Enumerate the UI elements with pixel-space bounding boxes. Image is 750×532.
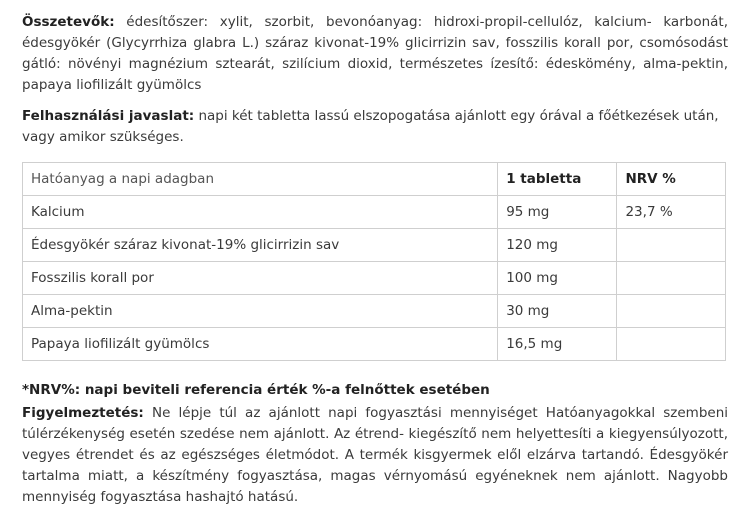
nutrition-table	[22, 162, 726, 361]
table-cell	[617, 229, 726, 262]
nrv-footnote: *NRV%: napi beviteli referencia érték %-a felnőttek esetében	[22, 382, 490, 398]
table-cell: 30 mg	[498, 295, 617, 328]
ingredients-paragraph	[22, 12, 728, 96]
table-header-row	[23, 163, 726, 196]
ingredients-text: édesítőszer: xylit, szorbit, bevonóanyag: hidroxi-propil-cellulóz, kalcium- karbonát, édesgyökér (Glycyrrhiza glabra L.) száraz kivonat-19% glicirrizin sav, fosszilis korall por, csomósodást gátló: növényi magnézium sztearát, szilícium dioxid, természetes ízesítő: édeskömény, alma-pektin, papaya liofilizált gyümölcs	[22, 14, 728, 93]
table-row	[23, 196, 726, 229]
table-header-cell: Hatóanyag a napi adagban	[23, 163, 498, 196]
table-cell: Papaya liofilizált gyümölcs	[23, 328, 498, 361]
usage-text: napi két tabletta lassú elszopogatása ajánlott egy órával a főétkezések után, vagy amikor szükséges.	[22, 108, 719, 145]
ingredients-label: Összetevők:	[22, 14, 115, 30]
warning-label: Figyelmeztetés:	[22, 405, 144, 421]
table-cell: 23,7 %	[617, 196, 726, 229]
table-cell: 120 mg	[498, 229, 617, 262]
table-cell	[617, 295, 726, 328]
table-cell: Kalcium	[23, 196, 498, 229]
table-cell: 16,5 mg	[498, 328, 617, 361]
table-cell	[617, 328, 726, 361]
table-header-cell: 1 tabletta	[498, 163, 617, 196]
usage-label: Felhasználási javaslat:	[22, 108, 195, 124]
table-cell: 100 mg	[498, 262, 617, 295]
warning-text: Ne lépje túl az ajánlott napi fogyasztási mennyiséget Hatóanyagokkal szembeni túlérzékenység esetén szedése nem ajánlott. Az étrend- kiegészítő nem helyettesíti a kiegyensúlyozott, vegyes étrendet és az egészséges életmódot. A termék kisgyermek elől elzárva tartandó. Édesgyökér tartalma miatt, a készítmény fogyasztása, magas vérnyomású egyéneknek nem ajánlott. Nagyobb mennyiség fogyasztása hashajtó hatású.	[22, 405, 728, 505]
table-row	[23, 262, 726, 295]
table-cell: Fosszilis korall por	[23, 262, 498, 295]
table-row	[23, 229, 726, 262]
table-cell	[617, 262, 726, 295]
table-row	[23, 328, 726, 361]
table-cell: 95 mg	[498, 196, 617, 229]
warning-paragraph	[22, 403, 728, 508]
table-cell: Alma-pektin	[23, 295, 498, 328]
table-cell: Édesgyökér száraz kivonat-19% glicirrizin sav	[23, 229, 498, 262]
table-header-cell: NRV %	[617, 163, 726, 196]
table-row	[23, 295, 726, 328]
usage-paragraph	[22, 106, 728, 148]
